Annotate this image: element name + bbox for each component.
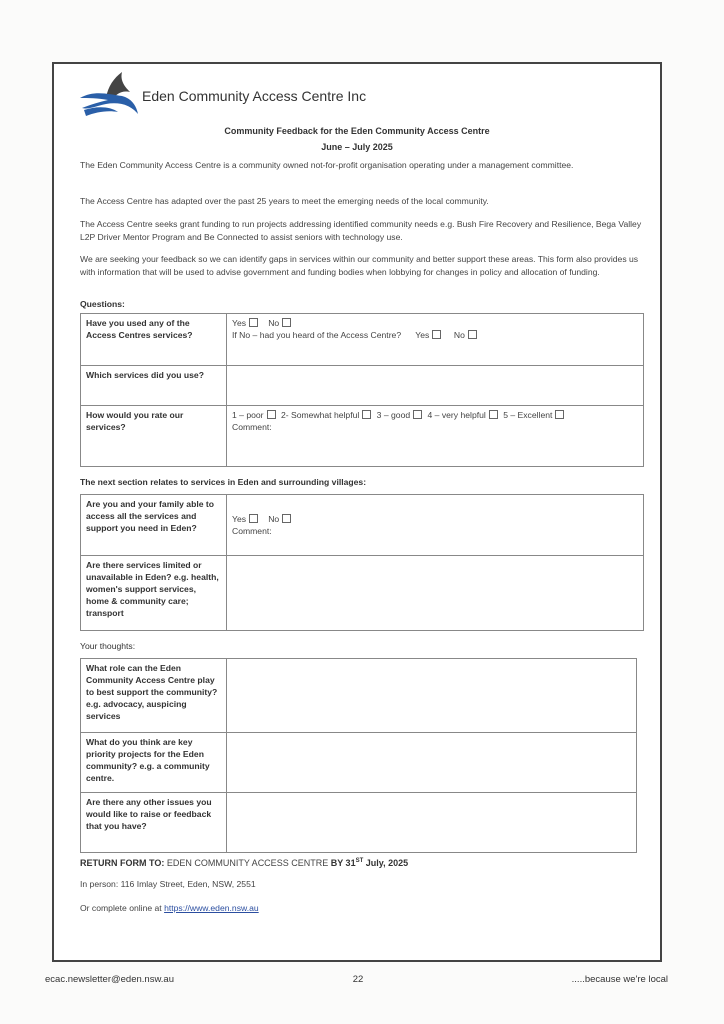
rating-option-label: 4 – very helpful <box>427 410 486 420</box>
answer-access-services[interactable] <box>227 495 644 556</box>
question-which-services: Which services did you use? <box>81 366 227 406</box>
answer-priority-projects[interactable] <box>227 733 637 793</box>
footer-email: ecac.newsletter@eden.nsw.au <box>45 974 174 985</box>
in-person-address: In person: 116 Imlay Street, Eden, NSW, 2551 <box>80 879 256 889</box>
online-prefix: Or complete online at <box>80 903 162 913</box>
no-checkbox[interactable] <box>282 318 291 327</box>
comment-label: Comment: <box>232 526 272 536</box>
answer-which-services[interactable] <box>227 366 644 406</box>
intro-paragraph: The Access Centre seeks grant funding to run projects addressing identified community needs e.g. Bush Fire Recovery and Resilience, Bega Valley L2P Driver Mentor Program and Be Connected to assist seniors with technology use. <box>80 219 642 242</box>
return-instructions <box>80 855 655 870</box>
question-used-services: Have you used any of the Access Centres services? <box>81 314 227 366</box>
heard-no-checkbox[interactable] <box>468 330 477 339</box>
no-label: No <box>268 318 280 328</box>
logo-icon <box>78 68 142 120</box>
rating-1-checkbox[interactable] <box>267 410 276 419</box>
rating-option-label: 1 – poor <box>232 410 264 420</box>
no-checkbox[interactable] <box>282 514 291 523</box>
org-name: Eden Community Access Centre Inc <box>142 88 367 104</box>
rating-4-checkbox[interactable] <box>489 410 498 419</box>
yes-label: Yes <box>232 318 247 328</box>
intro-paragraph: We are seeking your feedback so we can identify gaps in services within our community and better support these areas. This form also provides us with information that will be used to advise government and funding bodies when lobbying for changes in policy and allocation of funding. <box>80 254 639 277</box>
rating-5-checkbox[interactable] <box>555 410 564 419</box>
question-access-services: Are you and your family able to access all the services and support you need in Eden? <box>81 495 227 556</box>
questions-heading: Questions: <box>80 299 125 309</box>
followup-question: If No – had you heard of the Access Centre? <box>232 330 402 340</box>
intro-paragraph: The Eden Community Access Centre is a community owned not-for-profit organisation operating under a management committee. <box>80 160 574 170</box>
rating-3-checkbox[interactable] <box>413 410 422 419</box>
thoughts-heading: Your thoughts: <box>80 641 136 651</box>
question-priority-projects: What do you think are key priority projects for the Eden community? e.g. a community centre. <box>81 733 227 793</box>
return-by: BY 31 <box>330 858 356 868</box>
yes-label: Yes <box>232 514 247 524</box>
eden-services-table <box>80 494 644 631</box>
answer-rate-services[interactable] <box>227 406 644 467</box>
question-role: What role can the Eden Community Access Centre play to best support the community? e.g. advocacy, auspicing services <box>81 659 227 733</box>
no-label: No <box>268 514 280 524</box>
footer-tagline: .....because we're local <box>571 974 668 985</box>
rating-option-label: 2- Somewhat helpful <box>280 410 360 420</box>
answer-other-issues[interactable] <box>227 793 637 853</box>
answer-role[interactable] <box>227 659 637 733</box>
no-label: No <box>453 330 465 340</box>
yes-checkbox[interactable] <box>249 318 258 327</box>
answer-used-services[interactable] <box>227 314 644 366</box>
rating-2-checkbox[interactable] <box>362 410 371 419</box>
return-date: July, 2025 <box>365 858 409 868</box>
return-org: EDEN COMMUNITY ACCESS CENTRE <box>166 858 329 868</box>
form-title: Community Feedback for the Eden Community Access Centre <box>224 126 490 136</box>
rating-option-label: 5 – Excellent <box>503 410 553 420</box>
section2-heading: The next section relates to services in Eden and surrounding villages: <box>80 477 367 487</box>
page-number: 22 <box>352 974 364 985</box>
yes-label: Yes <box>415 330 430 340</box>
online-line <box>80 902 655 915</box>
question-rate-services: How would you rate our services? <box>81 406 227 467</box>
return-label: RETURN FORM TO: <box>80 858 165 868</box>
thoughts-table <box>80 658 637 853</box>
intro-paragraph: The Access Centre has adapted over the past 25 years to meet the emerging needs of the local community. <box>80 196 489 206</box>
answer-limited-services[interactable] <box>227 556 644 631</box>
question-other-issues: Are there any other issues you would like to raise or feedback that you have? <box>81 793 227 853</box>
questions-table <box>80 313 644 467</box>
online-link[interactable]: https://www.eden.nsw.au <box>164 903 259 913</box>
form-dates: June – July 2025 <box>321 142 393 152</box>
rating-option-label: 3 – good <box>376 410 411 420</box>
return-sup: ST <box>355 858 364 864</box>
yes-checkbox[interactable] <box>249 514 258 523</box>
heard-yes-checkbox[interactable] <box>432 330 441 339</box>
comment-label: Comment: <box>232 422 272 432</box>
question-limited-services: Are there services limited or unavailable in Eden? e.g. health, women's support services, home & community care; transport <box>81 556 227 631</box>
